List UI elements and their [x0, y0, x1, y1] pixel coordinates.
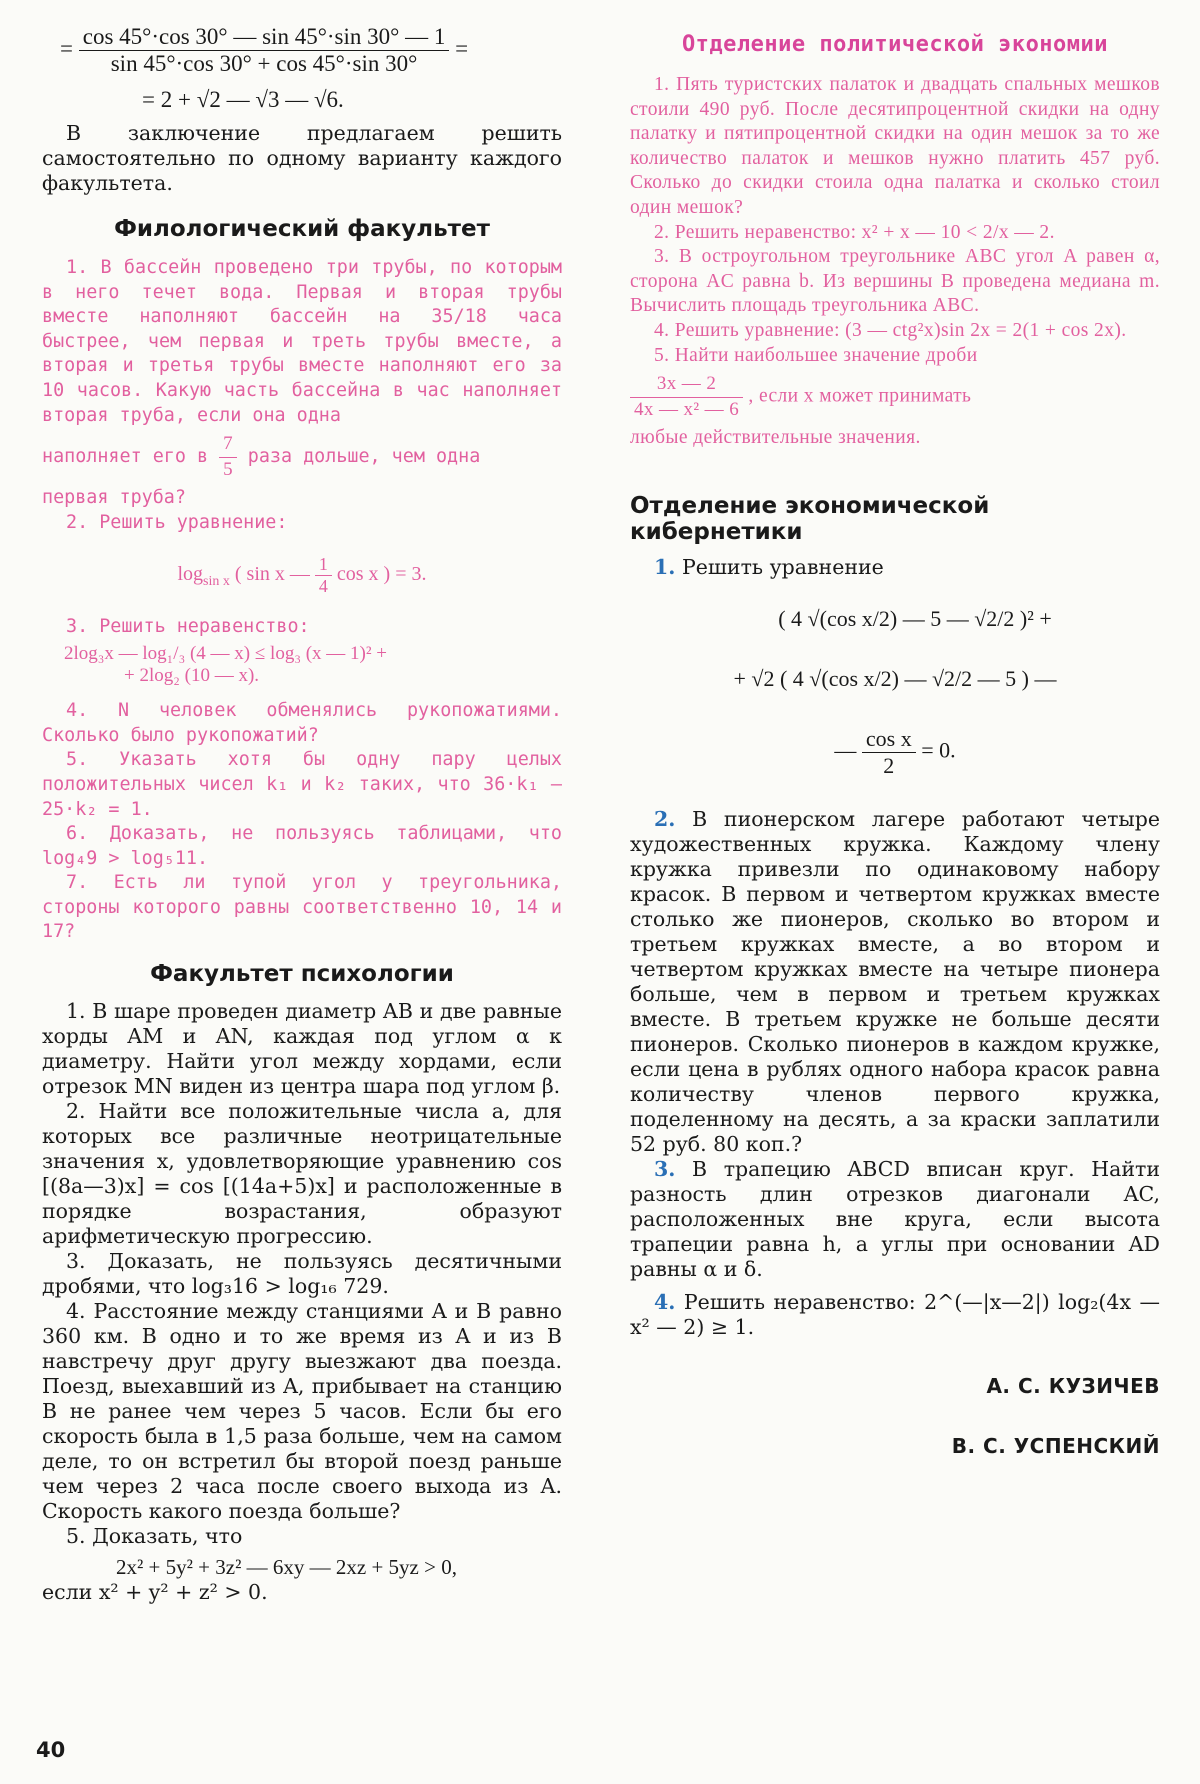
political-economy-problems: [630, 73, 1160, 451]
section-title-political-economy: Отделение политической экономии: [681, 32, 1109, 57]
psychology-problem-5: 5. Доказать, что: [66, 1524, 243, 1549]
psychology-problem-1: 1. В шаре проведен диаметр AB и две равные хорды AM и AN, каждая под углом α к диаметру. Найти угол между хордами, если отрезок MN виден из центра шара под углом β.: [42, 999, 562, 1099]
philology-problems: [42, 256, 562, 945]
political-economy-problem-5-end: любые действительные значения.: [630, 427, 921, 449]
top-formula-fraction: [79, 24, 450, 77]
equation-line-2: + √2 ( 4 √(cos x/2) — √2/2 — 5 ) —: [733, 665, 1057, 691]
philology-inequality-line-2: + 2log₂ (10 — x).: [124, 665, 260, 687]
page-number: 40: [36, 1738, 66, 1762]
political-economy-problem-2: 2. Решить неравенство: x² + x — 10 < 2/x — 2.: [654, 221, 1055, 243]
section-title-cybernetics: Отделение экономической кибернетики: [630, 492, 990, 545]
philology-problem-1-end: первая труба?: [42, 487, 186, 509]
philology-problem-1: 1. В бассейн проведено три трубы, по которым в него течет вода. Первая и вторая трубы вместе наполняют бассейн на 35/18 часа быстрее, чем первая и треть трубы вместе, а вторая и третья трубы вместе наполняют его за 10 часов. Какую часть бассейна в час наполняет вторая труба, если она одна: [42, 257, 562, 426]
top-formula-denominator: sin 45°·cos 30° + cos 45°·sin 30°: [110, 51, 418, 76]
political-economy-problem-1: 1. Пять туристских палаток и двадцать спальных мешков стоили 490 руб. После десятипроцентной скидки на одну палатку и пятипроцентной скидки на один мешок за то же количество палаток и мешков нужно платить 457 руб. Сколько до скидки стоила одна палатка и сколько стоил один мешок?: [630, 74, 1160, 218]
author-uspensky: В. С. УСПЕНСКИЙ: [951, 1433, 1160, 1458]
top-formula-numerator: cos 45°·cos 30° — sin 45°·sin 30° — 1: [79, 24, 450, 51]
cybernetics-problem-3: 3. В трапецию ABCD вписан круг. Найти разность длин отрезков диагонали AC, расположенных вне круга, если высота трапеции равна h, а углы при основании AD равны α и δ.: [630, 1156, 1160, 1281]
right-column: [630, 24, 1160, 1458]
cybernetics-equation: [630, 606, 1160, 779]
political-economy-problem-5: 5. Найти наибольшее значение дроби: [654, 344, 978, 366]
political-economy-problem-3: 3. В остроугольном треугольнике ABC угол A равен α, сторона AC равна b. Из вершины B проведена медиана m. Вычислить площадь треугольника ABC.: [630, 246, 1160, 317]
equation-line-1: ( 4 √(cos x/2) — 5 — √2/2 )² +: [778, 605, 1052, 631]
top-formula: = $\frac{\cos 45^\circ\cdot\cos 30^\circ — \sin 45^\circ\cdot\sin 30^\circ — 1}{\sin 45^\circ\cdot\cos 30^\circ + \cos 45^\circ\cdot\sin 30^\circ}$ =: [60, 24, 469, 76]
philology-problem-3: 3. Решить неравенство:: [66, 615, 310, 637]
cybernetics-problems: [630, 555, 1160, 1340]
psychology-problem-4: 4. Расстояние между станциями A и B равно 360 км. В одно и то же время из A и из B навстречу друг другу выезжают два поезда. Поезд, выехавший из A, прибывает на станцию B не ранее чем через 5 часов. Если бы его скорость была в 1,5 раза больше, чем на самом деле, то он встретил бы второй поезд раньше чем через 2 часа после своего выхода из A. Скорость какого поезда больше?: [42, 1299, 562, 1524]
psychology-problems: [42, 999, 562, 1605]
equation-line-3: — $\frac{\text{cos x}}{2}$ = 0.: [834, 725, 956, 778]
cybernetics-problem-2: 2. В пионерском лагере работают четыре художественных кружка. Каждому члену кружка привезли по одинаковому набору красок. В первом и четвертом кружках вместе столько же пионеров, сколько во втором и третьем кружках вместе, а во втором и четвертом кружках вместе на четыре пионера больше, чем в первом и третьем кружках вместе. В третьем кружке не больше десяти пионеров. Сколько пионеров в каждом кружке, если цена в рублях одного набора красок равна количеству членов первого кружка, поделенному на десять, а за краски заплатили 52 руб. 80 коп.?: [630, 806, 1160, 1156]
author-kuzichev: А. С. КУЗИЧЕВ: [986, 1373, 1160, 1398]
section-title-philology: Филологический факультет: [114, 216, 490, 242]
philology-problem-6: 6. Доказать, не пользуясь таблицами, что log₄9 > log₅11.: [42, 823, 562, 869]
philology-problem-5: 5. Указать хотя бы одну пару целых положительных чисел k₁ и k₂ таких, что 36·k₁ — 25·k₂ = 1.: [42, 749, 562, 820]
psychology-inequality: 2x² + 5y² + 3z² — 6xy — 2xz + 5yz > 0,: [116, 1555, 457, 1580]
political-economy-problem-4: 4. Решить уравнение: (3 — ctg²x)sin 2x = 2(1 + cos 2x).: [654, 319, 1127, 341]
left-column: [42, 24, 562, 1605]
psychology-problem-3: 3. Доказать, не пользуясь десятичными дробями, что log₃16 > log₁₆ 729.: [42, 1249, 562, 1299]
philology-inequality-line-1: 2log₃x — log₁/₃ (4 — x) ≤ log₃ (x — 1)² +: [64, 643, 388, 665]
psychology-problem-2: 2. Найти все положительные числа a, для которых все различные неотрицательные значения x, удовлетворяющие уравнению cos [(8a—3)x] = cos [(14a+5)x] и расположенные в порядке возрастания, образуют арифметическую прогрессию.: [42, 1099, 562, 1249]
intro-paragraph: В заключение предлагаем решить самостоятельно по одному варианту каждого факультета.: [42, 121, 562, 195]
section-title-psychology: Факультет психологии: [150, 961, 454, 988]
philology-problem-1-continued: наполняет его в $\frac{7}{5}$ раза дольше, чем одна: [42, 432, 562, 482]
philology-problem-4: 4. N человек обменялись рукопожатиями. Сколько было рукопожатий?: [42, 700, 562, 746]
fraction-7-5: $\frac{7}{5}$: [219, 432, 237, 482]
psychology-problem-5-condition: если x² + y² + z² > 0.: [42, 1580, 268, 1605]
fraction-3x-2: $\frac{3x — 2}{\text{4x — x² — 6}}$: [630, 372, 743, 422]
fraction-cos-x-2: $\frac{\text{cos x}}{2}$: [862, 726, 916, 779]
philology-log-equation: $\log_{sin x}$ ( sin x — $\frac{1}{4}$ cos x ) = 3.: [177, 553, 427, 596]
cybernetics-problem-4: 4. Решить неравенство: 2^(—|x—2|) log₂(4x — x² — 2) ≥ 1.: [630, 1289, 1160, 1339]
top-formula-result: = 2 + √2 — √3 — √6.: [142, 87, 344, 112]
cybernetics-problem-1: 1. Решить уравнение: [654, 554, 884, 579]
political-economy-problem-5-fraction-line: $\frac{3x — 2}{\text{4x — x² — 6}}$ , если x может принимать: [630, 372, 1160, 422]
philology-problem-2: 2. Решить уравнение:: [66, 511, 288, 533]
philology-problem-7: 7. Есть ли тупой угол у треугольника, стороны которого равны соответственно 10, 14 и 17?: [42, 872, 562, 943]
